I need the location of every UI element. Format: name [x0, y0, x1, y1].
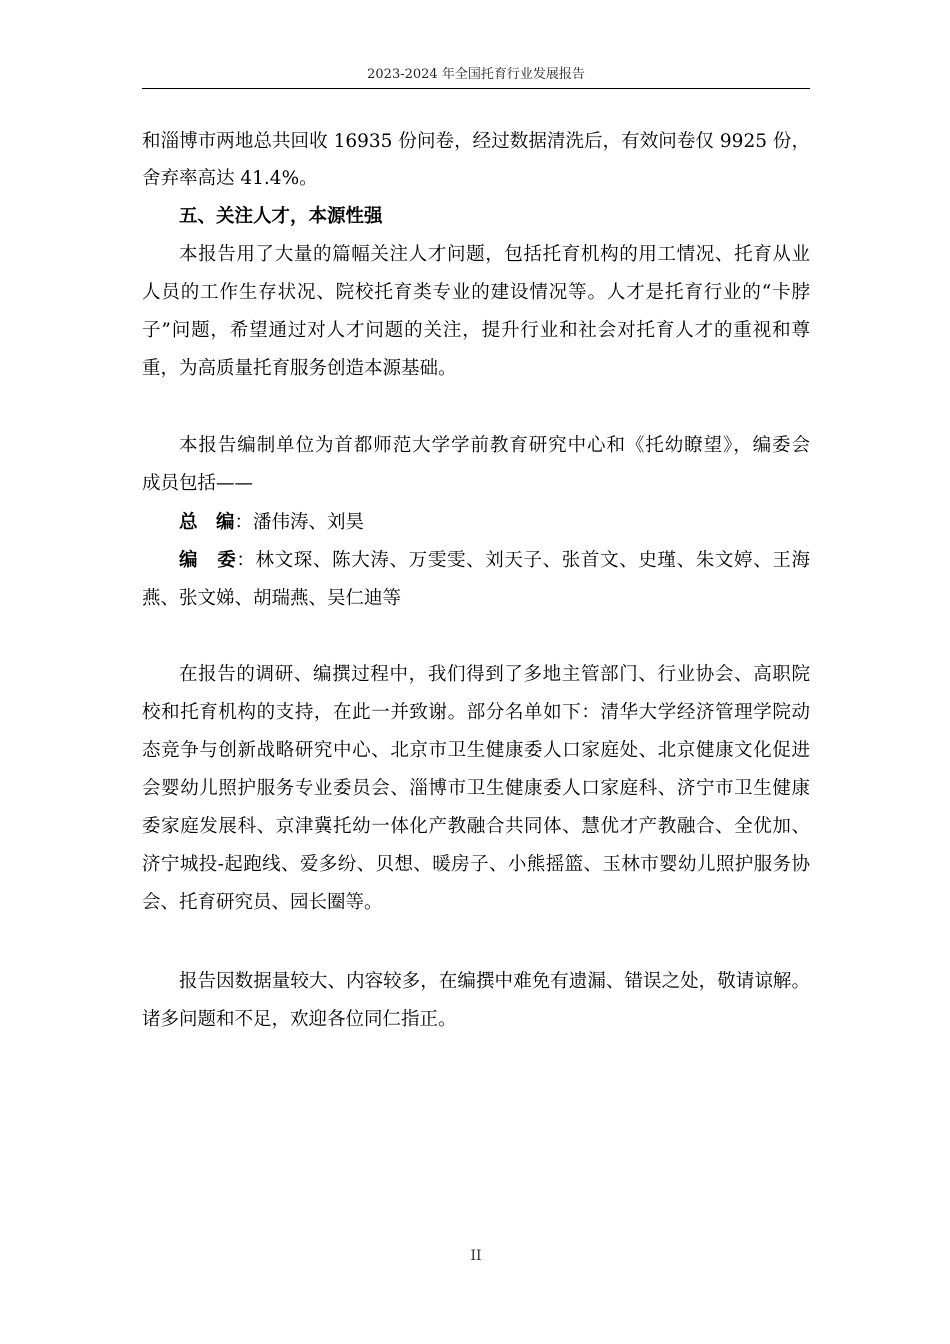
page-number: II — [470, 1248, 482, 1264]
thanks-line-3: 态竞争与创新战略研究中心、北京市卫生健康委人口家庭处、北京健康文化促进 — [142, 740, 810, 761]
committee-names-line-1: ：林文琛、陈大涛、万雯雯、刘天子、张首文、史瑾、朱文婷、王海 — [236, 550, 810, 571]
chief-editor-label: 总 编 — [179, 512, 235, 533]
committee-label: 编 委 — [179, 550, 237, 571]
talent-line-4: 重，为高质量托育服务创造本源基础。 — [142, 358, 457, 379]
editors-intro-line-1: 本报告编制单位为首都师范大学学前教育研究中心和《托幼瞭望》，编委会 — [179, 435, 810, 456]
closing-line-2: 诸多问题和不足，欢迎各位同仁指正。 — [142, 1009, 457, 1030]
intro-line-2: 舍弃率高达 41.4%。 — [142, 168, 318, 189]
committee-names-line-2: 燕、张文娣、胡瑞燕、吴仁迪等 — [142, 588, 402, 609]
talent-line-2: 人员的工作生存状况、院校托育类专业的建设情况等。人才是托育行业的“卡脖 — [142, 282, 810, 303]
thanks-line-1: 在报告的调研、编撰过程中，我们得到了多地主管部门、行业协会、高职院 — [179, 664, 810, 685]
thanks-line-6: 济宁城投-起跑线、爱多纷、贝想、暖房子、小熊摇篮、玉林市婴幼儿照护服务协 — [142, 854, 810, 875]
talent-line-3: 子”问题，希望通过对人才问题的关注，提升行业和社会对托育人才的重视和尊 — [142, 320, 810, 341]
chief-editor-names: ：潘伟涛、刘昊 — [234, 512, 365, 533]
talent-line-1: 本报告用了大量的篇幅关注人才问题，包括托育机构的用工情况、托育从业 — [179, 244, 810, 265]
thanks-line-7: 会、托育研究员、园长圈等。 — [142, 892, 383, 913]
closing-line-1: 报告因数据量较大、内容较多，在编撰中难免有遗漏、错误之处，敬请谅解。 — [179, 971, 810, 992]
thanks-line-2: 校和托育机构的支持，在此一并致谢。部分名单如下：清华大学经济管理学院动 — [142, 702, 810, 723]
section-heading: 五、关注人才，本源性强 — [179, 206, 383, 227]
header-rule — [142, 88, 810, 89]
thanks-line-5: 委家庭发展科、京津冀托幼一体化产教融合共同体、慧优才产教融合、全优加、 — [142, 816, 810, 837]
intro-line-1: 和淄博市两地总共回收 16935 份问卷，经过数据清洗后，有效问卷仅 9925 份， — [142, 131, 810, 152]
editors-intro-line-2: 成员包括—— — [142, 473, 254, 494]
committee-row — [179, 548, 810, 574]
thanks-line-4: 会婴幼儿照护服务专业委员会、淄博市卫生健康委人口家庭科、济宁市卫生健康 — [142, 778, 810, 799]
header-title: 2023-2024 年全国托育行业发展报告 — [367, 67, 585, 82]
chief-editor-row — [179, 510, 810, 536]
